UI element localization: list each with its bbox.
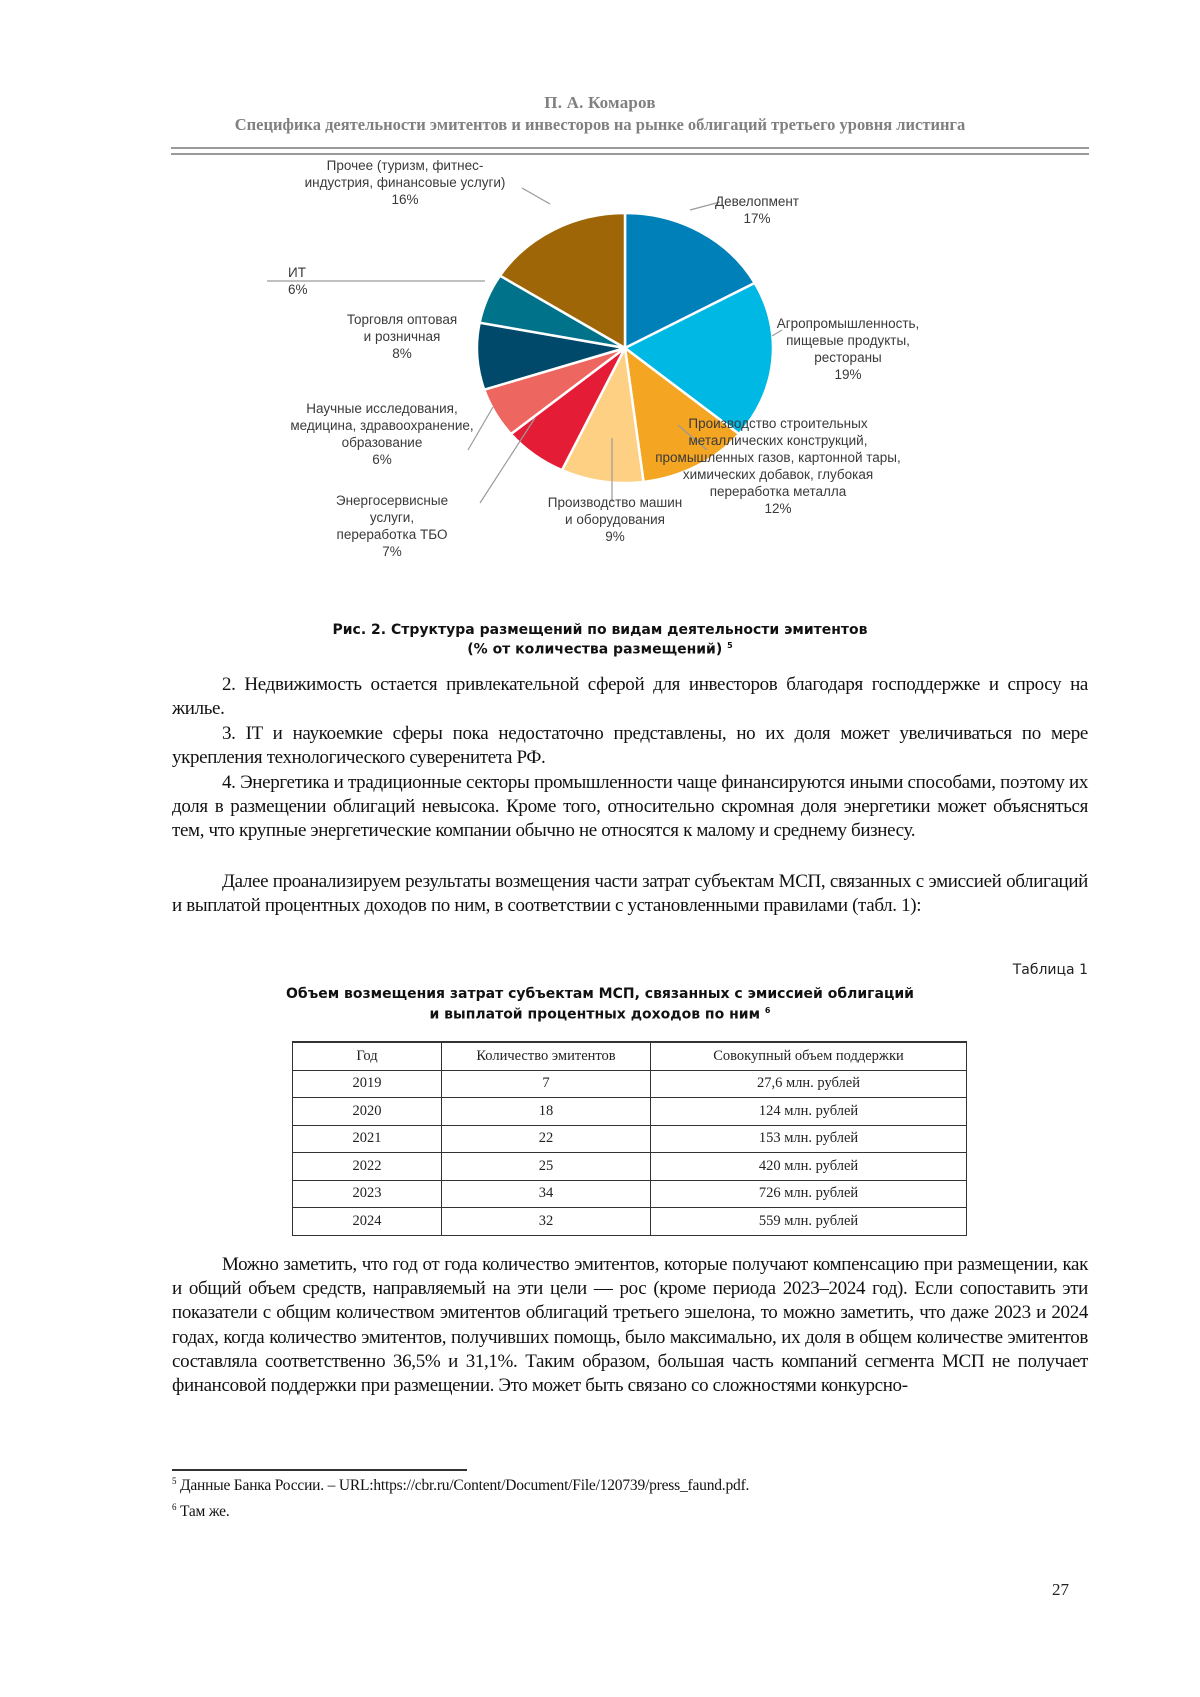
paragraph-analysis xyxy=(172,1253,1088,1398)
slice-value-label: 19% xyxy=(834,367,862,382)
slice-value-label: 12% xyxy=(764,501,792,516)
slice-label-line: переработка ТБО xyxy=(336,527,448,542)
footnote-ref-6[interactable]: 6 xyxy=(764,1006,771,1015)
slice-value-label: 8% xyxy=(392,346,412,361)
header-rule-top xyxy=(171,147,1089,149)
slice-label-line: Торговля оптовая xyxy=(346,312,458,327)
slice-label-line: ИТ xyxy=(288,265,306,280)
table-row xyxy=(293,1125,967,1153)
cell-support: 27,6 млн. рублей xyxy=(651,1070,967,1098)
slice-label-line: химических добавок, глубокая xyxy=(682,467,874,482)
page-number: 27 xyxy=(1052,1580,1069,1599)
slice-value-label: 6% xyxy=(288,282,308,297)
header-year: Год xyxy=(293,1042,442,1070)
cell-support: 124 млн. рублей xyxy=(651,1098,967,1126)
pie-chart xyxy=(0,150,1200,620)
paragraph-text: 4. Энергетика и традиционные секторы промышленности чаще финансируются иными способами, поэтому их доля в размещении облигаций невысока. Кроме того, относительно скромная доля энергетики может объясняться тем, что крупные энергетические компании обычно не относятся к малому и среднему бизнесу. xyxy=(172,772,1088,842)
footnote-5 xyxy=(172,1476,749,1495)
cell-support: 726 млн. рублей xyxy=(651,1180,967,1208)
slice-label-line: металлических конструкций, xyxy=(688,433,868,448)
slice-label-line: Производство машин xyxy=(547,495,683,510)
slice-value-label: 16% xyxy=(391,192,419,207)
slice-label-line: образование xyxy=(341,435,423,450)
figure-caption-title: Рис. 2. Структура размещений по видам деятельности эмитентов xyxy=(332,622,868,638)
slice-label xyxy=(305,158,506,207)
slice-label-line: Прочее (туризм, фитнес- xyxy=(326,158,484,173)
slice-label-line: услуги, xyxy=(369,510,415,525)
slice-label xyxy=(777,316,920,382)
footnote-separator xyxy=(172,1469,467,1471)
footnote-number: 5 xyxy=(172,1476,177,1486)
leader-line xyxy=(522,188,550,204)
slice-label-line: индустрия, финансовые услуги) xyxy=(304,175,506,190)
slice-label-line: пищевые продукты, xyxy=(786,333,910,348)
table-title-line1: Объем возмещения затрат субъектам МСП, связанных с эмиссией облигаций xyxy=(286,986,914,1002)
paragraph-text: Можно заметить, что год от года количество эмитентов, которые получают компенсацию при размещении, как и общий объем средств, направляемый на эти цели — рос (кроме периода 2023–2024 год). Если сопоставить эти показатели с общим количеством эмитентов облигаций третьего эшелона, то можно заметить, что даже 2023 и 2024 годах, когда количество эмитентов, получивших помощь, было максимально, их доля в общем количестве эмитентов составляла соответственно 36,5% и 31,1%. Таким образом, большая часть компаний сегмента МСП не получает финансовой поддержки при размещении. Это может быть связано со сложностями конкурсно- xyxy=(172,1254,1088,1397)
figure-caption-subtitle: (% от количества размещений) xyxy=(467,641,723,658)
slice-label-line: рестораны xyxy=(814,350,882,365)
table-title-line2 xyxy=(0,1006,1200,1023)
cell-year: 2024 xyxy=(293,1208,442,1236)
figure-caption xyxy=(0,622,1200,638)
paragraph-text: Далее проанализируем результаты возмещения части затрат субъектам МСП, связанных с эмиссией облигаций и выплатой процентных доходов по ним, в соответствии с установленными правилами (табл. 1): xyxy=(172,871,1088,917)
paragraph-energy xyxy=(172,771,1088,844)
table-row xyxy=(293,1070,967,1098)
slice-label-line: переработка металла xyxy=(709,484,847,499)
footnote-6 xyxy=(172,1502,230,1521)
cell-support: 420 млн. рублей xyxy=(651,1153,967,1181)
table-row xyxy=(293,1098,967,1126)
cell-year: 2023 xyxy=(293,1180,442,1208)
table-row xyxy=(293,1153,967,1181)
figure-caption-sub xyxy=(0,641,1200,658)
slice-label-line: и оборудования xyxy=(565,512,665,527)
paragraph-intro-table xyxy=(172,870,1088,918)
cell-support: 153 млн. рублей xyxy=(651,1125,967,1153)
paragraph-text: 2. Недвижимость остается привлекательной сферой для инвесторов благодаря господдержке и спросу на жилье. xyxy=(172,674,1088,720)
paragraph-real-estate xyxy=(172,673,1088,721)
slice-label xyxy=(290,401,473,467)
cell-support: 559 млн. рублей xyxy=(651,1208,967,1236)
slice-label-line: и розничная xyxy=(363,329,441,344)
slice-value-label: 9% xyxy=(605,529,625,544)
footnote-text: Там же. xyxy=(180,1503,230,1521)
slice-label-line: Девелопмент xyxy=(714,194,800,209)
slice-label xyxy=(715,194,799,226)
header-issuers: Количество эмитентов xyxy=(442,1042,651,1070)
footnote-text[interactable]: Данные Банка России. – URL:https://cbr.ru/Content/Document/File/120739/press_faund.pdf. xyxy=(180,1477,750,1495)
footnote-ref-5[interactable]: 5 xyxy=(727,641,733,650)
table-header-row xyxy=(293,1042,967,1070)
slice-label-line: Научные исследования, xyxy=(306,401,458,416)
paragraph-it xyxy=(172,722,1088,770)
slice-value-label: 17% xyxy=(743,211,771,226)
paragraph-text: 3. IT и наукоемкие сферы пока недостаточно представлены, но их доля может увеличиваться по мере укрепления технологического суверенитета РФ. xyxy=(172,723,1088,769)
running-header-title: Специфика деятельности эмитентов и инвесторов на рынке облигаций третьего уровня листинга xyxy=(234,115,966,134)
cell-year: 2019 xyxy=(293,1070,442,1098)
cell-year: 2021 xyxy=(293,1125,442,1153)
slice-label-line: медицина, здравоохранение, xyxy=(290,418,474,433)
slice-label-line: промышленных газов, картонной тары, xyxy=(655,450,901,465)
slice-label-line: Агропромышленность, xyxy=(776,316,920,331)
slice-label xyxy=(336,493,448,559)
table-row xyxy=(293,1208,967,1236)
support-table xyxy=(292,1041,967,1236)
cell-issuers: 7 xyxy=(442,1070,651,1098)
table-row xyxy=(293,1180,967,1208)
table-number: Таблица 1 xyxy=(1012,962,1088,978)
footnote-number: 6 xyxy=(172,1502,177,1512)
slice-label xyxy=(548,495,682,544)
slice-label-line: Энергосервисные xyxy=(335,493,449,508)
cell-year: 2020 xyxy=(293,1098,442,1126)
slice-value-label: 6% xyxy=(372,452,392,467)
cell-issuers: 25 xyxy=(442,1153,651,1181)
slice-label-line: Производство строительных xyxy=(688,416,868,431)
slice-value-label: 7% xyxy=(382,544,402,559)
table-title-text: и выплатой процентных доходов по ним xyxy=(429,1006,761,1023)
header-support: Совокупный объем поддержки xyxy=(651,1042,967,1070)
slice-label xyxy=(347,312,457,361)
running-header-author: П. А. Комаров xyxy=(544,93,656,112)
cell-issuers: 32 xyxy=(442,1208,651,1236)
cell-issuers: 22 xyxy=(442,1125,651,1153)
cell-issuers: 18 xyxy=(442,1098,651,1126)
cell-issuers: 34 xyxy=(442,1180,651,1208)
cell-year: 2022 xyxy=(293,1153,442,1181)
